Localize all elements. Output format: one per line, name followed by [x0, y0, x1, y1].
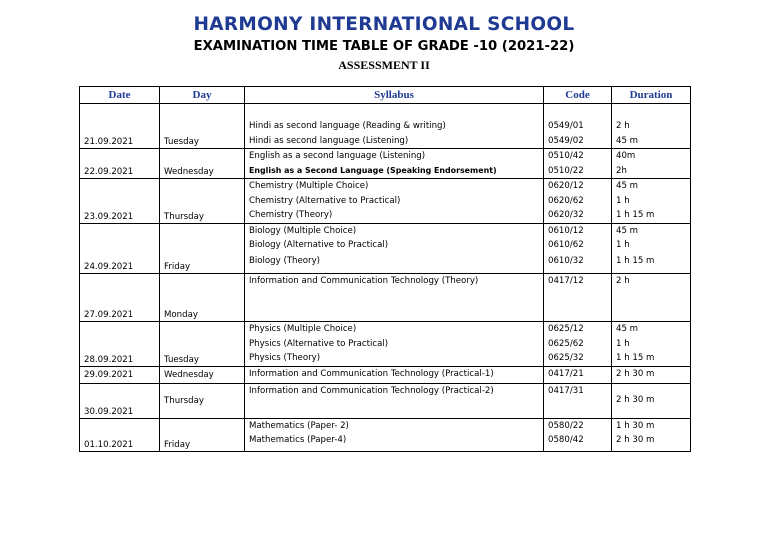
syllabus-cell [245, 366, 544, 383]
date-cell: 29.09.2021 [80, 366, 160, 383]
exam-title: EXAMINATION TIME TABLE OF GRADE -10 (2021-22) [193, 39, 575, 54]
syllabus-line: Information and Communication Technology (Practical-1) [249, 369, 494, 380]
syllabus-cell [245, 223, 544, 273]
syllabus-line: Mathematics (Paper- 2) [249, 420, 349, 431]
code-line: 0610/62 [548, 240, 584, 250]
code-cell [544, 104, 612, 149]
duration-cell [612, 366, 691, 383]
date-cell: 30.09.2021 [80, 383, 160, 418]
code-line: 0625/62 [548, 338, 584, 349]
syllabus-cell [245, 273, 544, 321]
duration-line: 2 h [616, 121, 630, 131]
code-line: 0417/31 [548, 385, 584, 396]
duration-line: 1 h 30 m [616, 420, 655, 431]
code-line: 0580/22 [548, 420, 584, 431]
duration-line: 1 h [616, 195, 630, 206]
syllabus-line: English as a second language (Listening) [249, 151, 426, 161]
code-cell [544, 418, 612, 451]
syllabus-line: Information and Communication Technology (Practical-2) [249, 385, 494, 396]
day-cell: Thursday [160, 383, 245, 418]
day-cell: Tuesday [160, 321, 245, 366]
code-line: 0625/32 [548, 353, 584, 363]
table-row [80, 321, 691, 366]
day-cell: Friday [160, 418, 245, 451]
duration-line: 2h [616, 165, 627, 176]
syllabus-line: Physics (Multiple Choice) [249, 324, 357, 334]
syllabus-line: Chemistry (Alternative to Practical) [249, 195, 401, 206]
code-line: 0549/01 [548, 121, 584, 131]
syllabus-cell [245, 418, 544, 451]
code-line: 0549/02 [548, 135, 584, 146]
syllabus-cell [245, 179, 544, 224]
syllabus-line: Physics (Theory) [249, 353, 321, 363]
syllabus-line: Hindi as second language (Reading & writing) [249, 121, 446, 131]
code-cell [544, 273, 612, 321]
duration-line: 2 h [616, 275, 630, 286]
syllabus-cell [245, 383, 544, 418]
code-header: Code [544, 87, 612, 104]
table-row [80, 383, 691, 418]
duration-line: 45 m [616, 225, 639, 236]
syllabus-line: English as a Second Language (Speaking Endorsement) [249, 165, 497, 175]
duration-cell [612, 418, 691, 451]
date-cell: 24.09.2021 [80, 223, 160, 273]
syllabus-line: Physics (Alternative to Practical) [249, 338, 389, 349]
code-line: 0620/32 [548, 210, 584, 220]
day-cell: Thursday [160, 179, 245, 224]
timetable [79, 86, 691, 452]
syllabus-line: Information and Communication Technology (Theory) [249, 275, 479, 286]
duration-cell [612, 273, 691, 321]
table-row [80, 223, 691, 273]
syllabus-line: Chemistry (Multiple Choice) [249, 181, 369, 191]
school-name: HARMONY INTERNATIONAL SCHOOL [193, 14, 575, 35]
code-line: 0510/42 [548, 151, 584, 161]
table-row [80, 418, 691, 451]
day-cell: Monday [160, 273, 245, 321]
code-line: 0610/12 [548, 225, 584, 236]
date-cell: 21.09.2021 [80, 104, 160, 149]
code-line: 0610/32 [548, 255, 584, 266]
duration-line: 40m [616, 151, 636, 161]
table-row [80, 179, 691, 224]
day-cell: Friday [160, 223, 245, 273]
duration-header: Duration [612, 87, 691, 104]
syllabus-line: Mathematics (Paper-4) [249, 435, 347, 445]
code-cell [544, 383, 612, 418]
day-cell: Tuesday [160, 104, 245, 149]
duration-line: 45 m [616, 324, 639, 334]
duration-cell [612, 104, 691, 149]
syllabus-cell [245, 321, 544, 366]
syllabus-line: Hindi as second language (Listening) [249, 135, 409, 146]
syllabus-cell [245, 104, 544, 149]
code-line: 0620/12 [548, 181, 584, 191]
table-row [80, 149, 691, 179]
duration-line: 2 h 30 m [616, 435, 655, 445]
date-cell: 28.09.2021 [80, 321, 160, 366]
table-row [80, 366, 691, 383]
code-cell [544, 149, 612, 179]
duration-line: 1 h 15 m [616, 353, 655, 363]
code-line: 0625/12 [548, 324, 584, 334]
syllabus-line: Chemistry (Theory) [249, 210, 333, 220]
code-line: 0417/12 [548, 275, 584, 286]
duration-line: 1 h [616, 338, 630, 349]
date-cell: 27.09.2021 [80, 273, 160, 321]
date-cell: 23.09.2021 [80, 179, 160, 224]
duration-line: 45 m [616, 181, 639, 191]
syllabus-line: Biology (Alternative to Practical) [249, 240, 389, 250]
day-cell: Wednesday [160, 149, 245, 179]
day-header: Day [160, 87, 245, 104]
code-cell [544, 366, 612, 383]
syllabus-cell [245, 149, 544, 179]
duration-line: 1 h 15 m [616, 255, 655, 266]
duration-line: 1 h [616, 240, 630, 250]
duration-line: 2 h 30 m [616, 395, 655, 406]
syllabus-line: Biology (Theory) [249, 255, 321, 266]
date-header: Date [80, 87, 160, 104]
duration-line: 2 h 30 m [616, 369, 655, 380]
syllabus-header: Syllabus [245, 87, 544, 104]
syllabus-line: Biology (Multiple Choice) [249, 225, 357, 236]
table-row [80, 104, 691, 149]
duration-cell [612, 321, 691, 366]
duration-cell [612, 223, 691, 273]
code-line: 0620/62 [548, 195, 584, 206]
duration-cell [612, 383, 691, 418]
day-cell: Wednesday [160, 366, 245, 383]
code-cell [544, 179, 612, 224]
duration-line: 1 h 15 m [616, 210, 655, 220]
code-line: 0580/42 [548, 435, 584, 445]
duration-cell [612, 179, 691, 224]
duration-cell [612, 149, 691, 179]
code-cell [544, 321, 612, 366]
date-cell: 22.09.2021 [80, 149, 160, 179]
code-cell [544, 223, 612, 273]
date-cell: 01.10.2021 [80, 418, 160, 451]
duration-line: 45 m [616, 135, 639, 146]
header-row [80, 87, 691, 104]
assessment-title: ASSESSMENT II [338, 58, 430, 72]
table-row [80, 273, 691, 321]
code-line: 0510/22 [548, 165, 584, 176]
code-line: 0417/21 [548, 369, 584, 380]
